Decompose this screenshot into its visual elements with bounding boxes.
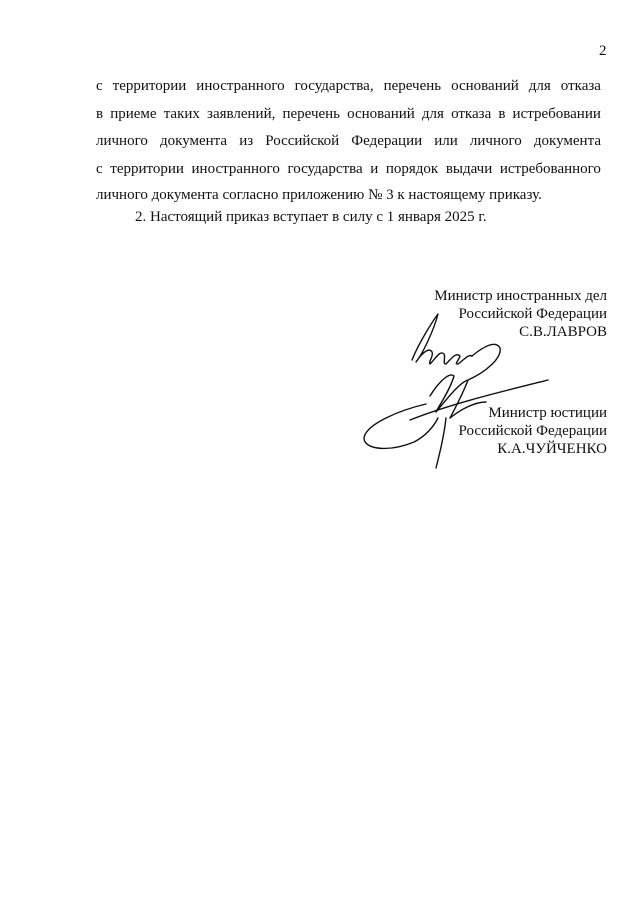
signature-2-tail xyxy=(436,418,446,468)
word: перечень xyxy=(383,78,442,94)
word: иностранного xyxy=(196,78,285,94)
word: документа xyxy=(533,133,601,149)
word: государства xyxy=(287,161,363,177)
word: Федерации xyxy=(351,133,423,149)
word: для xyxy=(421,106,444,122)
word: территории xyxy=(110,161,184,177)
word: таких xyxy=(163,106,200,122)
word: заявлений, xyxy=(207,106,276,122)
word: иностранного xyxy=(191,161,280,177)
word: истребовании xyxy=(512,106,601,122)
word: приеме xyxy=(110,106,157,122)
signatory-2-position-line-2: Российской Федерации xyxy=(458,423,607,439)
word: личного xyxy=(96,133,148,149)
signatory-1-name: С.В.ЛАВРОВ xyxy=(519,324,607,340)
word: Российской xyxy=(265,133,340,149)
word: государства, xyxy=(294,78,374,94)
signature-2-stroke xyxy=(430,375,468,418)
word: выдачи xyxy=(445,161,493,177)
word: отказа xyxy=(451,106,492,122)
word: из xyxy=(239,133,254,149)
word: территории xyxy=(112,78,187,94)
word: истребованного xyxy=(499,161,601,177)
signatory-1-position-line-2: Российской Федерации xyxy=(458,306,607,322)
word: оснований xyxy=(347,106,415,122)
word: в xyxy=(498,106,506,122)
signature-1-flourish xyxy=(468,344,500,380)
word: с xyxy=(96,78,103,94)
word: личного xyxy=(469,133,522,149)
signatory-2-name: К.А.ЧУЙЧЕНКО xyxy=(497,441,607,457)
handwritten-signatures xyxy=(350,300,570,480)
signature-2-loop xyxy=(364,404,438,448)
signature-2-long-line xyxy=(410,380,548,420)
paragraph-last-line: личного документа согласно приложению № 3 к настоящему приказу. xyxy=(96,187,542,203)
paragraph-2: 2. Настоящий приказ вступает в силу с 1 января 2025 г. xyxy=(135,209,487,225)
word: или xyxy=(434,133,458,149)
paragraph-line-3 xyxy=(96,132,601,150)
word: порядок xyxy=(385,161,439,177)
paragraph-line-1 xyxy=(96,77,601,95)
paragraph-line-2 xyxy=(96,105,601,123)
word: отказа xyxy=(560,78,601,94)
word: в xyxy=(96,106,104,122)
word: с xyxy=(96,161,103,177)
word: документа xyxy=(159,133,228,149)
word: перечень xyxy=(282,106,341,122)
signatory-2-position-line-1: Министр юстиции xyxy=(488,405,607,421)
word: для xyxy=(528,78,551,94)
word: оснований xyxy=(451,78,519,94)
word: и xyxy=(370,161,379,177)
page-number: 2 xyxy=(599,43,607,59)
signatory-1-position-line-1: Министр иностранных дел xyxy=(434,288,607,304)
signature-1-stroke xyxy=(412,314,472,364)
paragraph-line-4 xyxy=(96,160,601,178)
